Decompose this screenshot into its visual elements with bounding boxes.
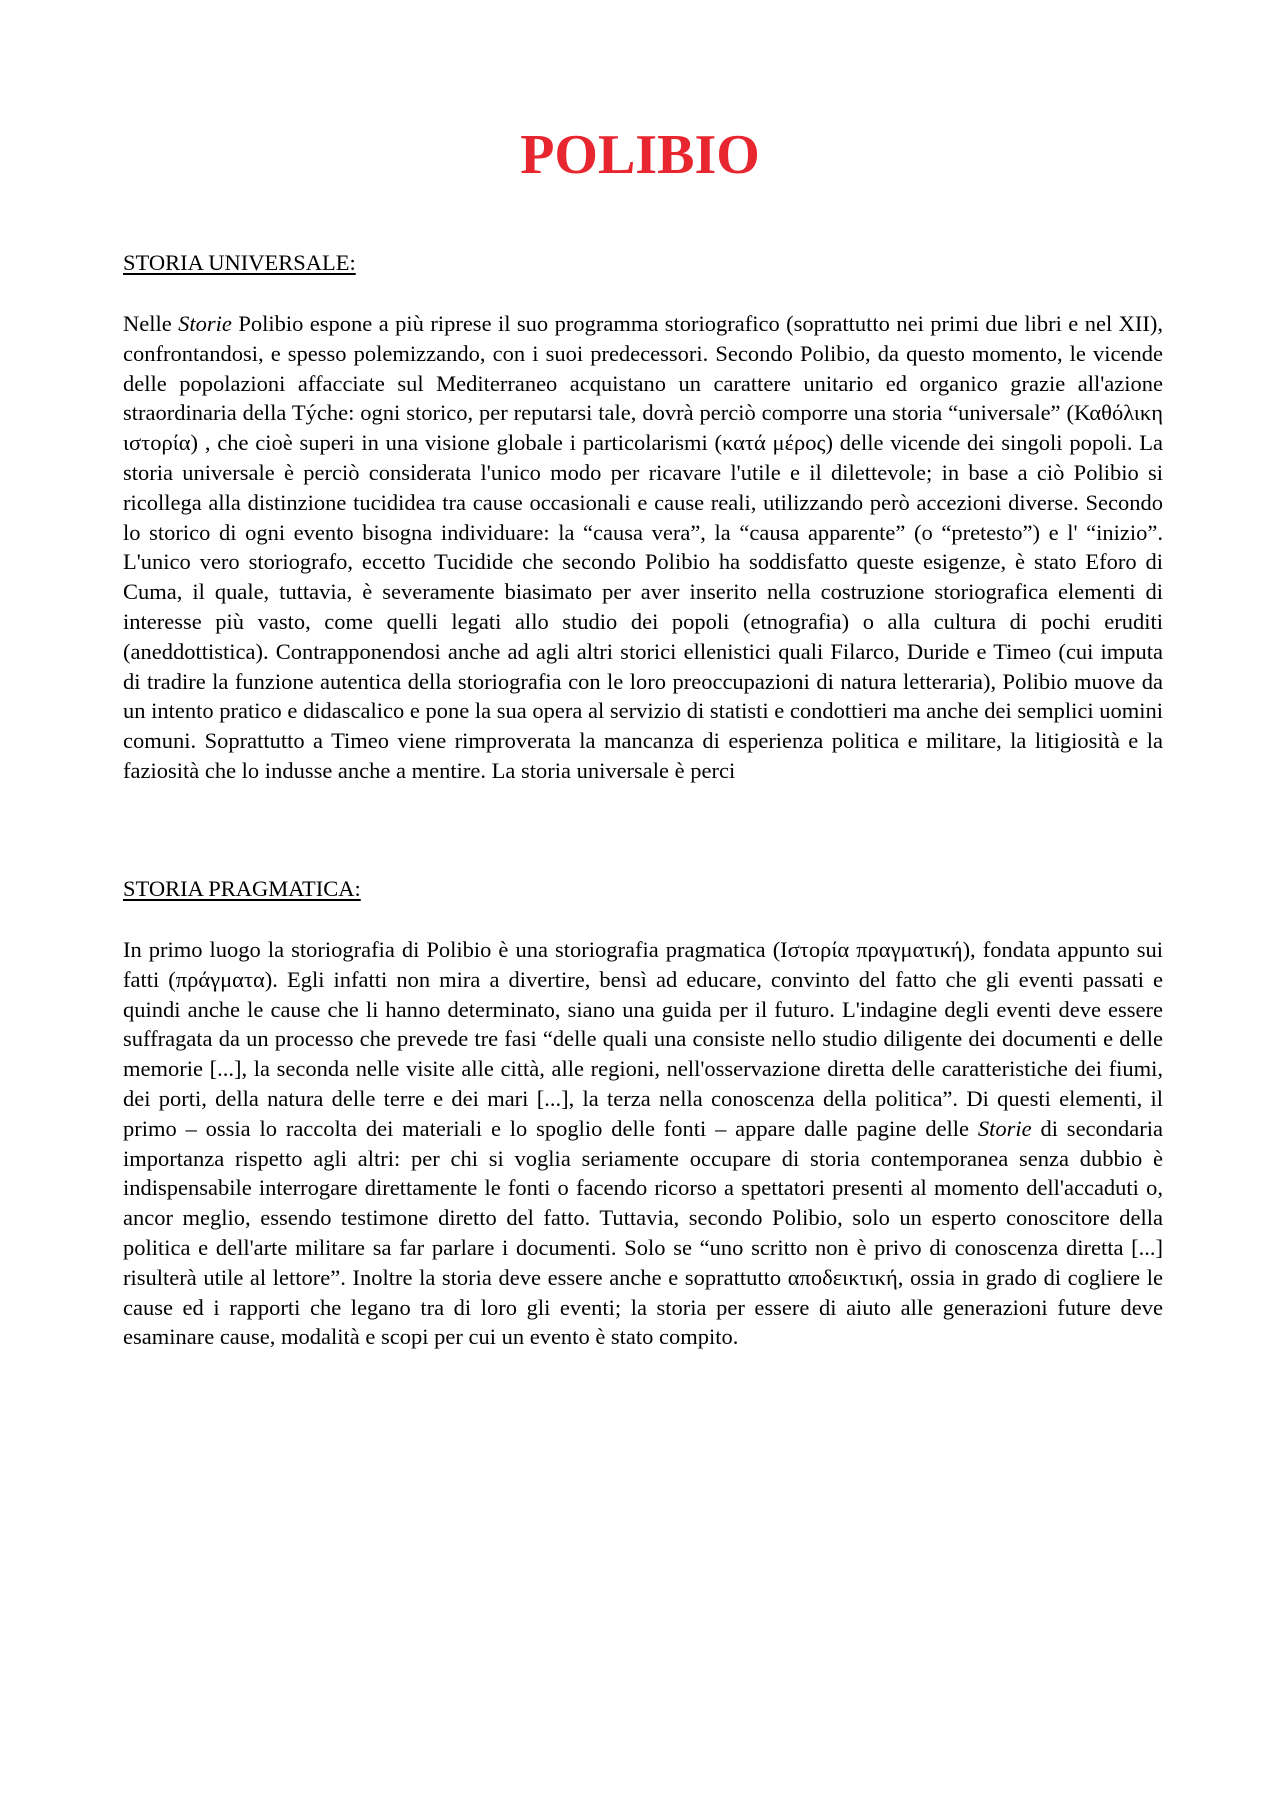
section-paragraph-storia-pragmatica xyxy=(123,935,1163,1352)
document-title: POLIBIO xyxy=(520,124,760,186)
paragraph-text: Polibio espone a più riprese il suo programma storiografico (soprattutto nei primi due libri e nel XII), confrontandosi, e spesso polemizzando, con i suoi predecessori. Secondo Polibio, da questo momento, le vicende delle popolazioni affacciate sul Mediterraneo acquistano un carattere unitario ed organico grazie all'azione straordinaria della Týche: ogni storico, per reputarsi tale, dovrà perciò comporre una storia “universale” (Καθόλικη ιστορία) , che cioè superi in una visione globale i particolarismi (κατά μέρος) delle vicende dei singoli popoli. La storia universale è perciò considerata l'unico modo per ricavare l'utile e il dilettevole; in base a ciò Polibio si ricollega alla distinzione tucididea tra cause occasionali e cause reali, utilizzando però accezioni diverse. Secondo lo storico di ogni evento bisogna individuare: la “causa vera”, la “causa apparente” (o “pretesto”) e l' “inizio”. L'unico vero storiografo, eccetto Tucidide che secondo Polibio ha soddisfatto queste esigenze, è stato Eforo di Cuma, il quale, tuttavia, è severamente biasimato per aver inserito nella costruzione storiografica elementi di interesse più vasto, come quelli legati allo studio dei popoli (etnografia) o alla cultura di pochi eruditi (aneddottistica). Contrapponendosi anche ad agli altri storici ellenistici quali Filarco, Duride e Timeo (cui imputa di tradire la funzione autentica della storiografia con le loro preoccupazioni di natura letteraria), Polibio muove da un intento pratico e didascalico e pone la sua opera al servizio di statisti e condottieri ma anche dei semplici uomini comuni. Soprattutto a Timeo viene rimproverata la mancanza di esperienza politica e militare, la litigiosità e la faziosità che lo indusse anche a mentire. La storia universale è perci xyxy=(123,311,1163,783)
section-paragraph-storia-universale xyxy=(123,309,1163,786)
italic-title-storie: Storie xyxy=(977,1115,1032,1141)
paragraph-text: Nelle xyxy=(123,311,179,336)
paragraph-text: di secondaria importanza rispetto agli altri: per chi si voglia seriamente occupare di storia contemporanea senza dubbio è indispensabile interrogare direttamente le fonti o facendo ricorso a spettatori presenti al momento dell'accaduti o, ancor meglio, essendo testimone diretto del fatto. Tuttavia, secondo Polibio, solo un esperto conoscitore della politica e dell'arte militare sa far parlare i documenti. Solo se “uno scritto non è privo di conoscenza diretta [...] risulterà utile al lettore”. Inoltre la storia deve essere anche e soprattutto αποδεικτική, ossia in grado di cogliere le cause ed i rapporti che legano tra di loro gli eventi; la storia per essere di aiuto alle generazioni future deve esaminare cause, modalità e scopi per cui un evento è stato compito. xyxy=(123,1115,1164,1350)
paragraph-text: In primo luogo la storiografia di Polibio è una storiografia pragmatica (Ιστορία πραγματική), fondata appunto sui fatti (πράγματα). Egli infatti non mira a divertire, bensì ad educare, convinto del fatto che gli eventi passati e quindi anche le cause che li hanno determinato, siano una guida per il futuro. L'indagine degli eventi deve essere suffragata da un processo che prevede tre fasi “delle quali una consiste nello studio diligente dei documenti e delle memorie [...], la seconda nelle visite alle città, alle regioni, nell'osservazione diretta delle caratteristiche dei fiumi, dei porti, della natura delle terre e dei mari [...], la terza nella conoscenza della politica”. Di questi elementi, il primo – ossia lo raccolta dei materiali e lo spoglio delle fonti – appare dalle pagine delle xyxy=(123,937,1163,1141)
section-heading-storia-universale: STORIA UNIVERSALE: xyxy=(123,250,356,275)
section-heading-storia-pragmatica: STORIA PRAGMATICA: xyxy=(123,876,361,901)
italic-title-storie: Storie xyxy=(178,311,232,336)
